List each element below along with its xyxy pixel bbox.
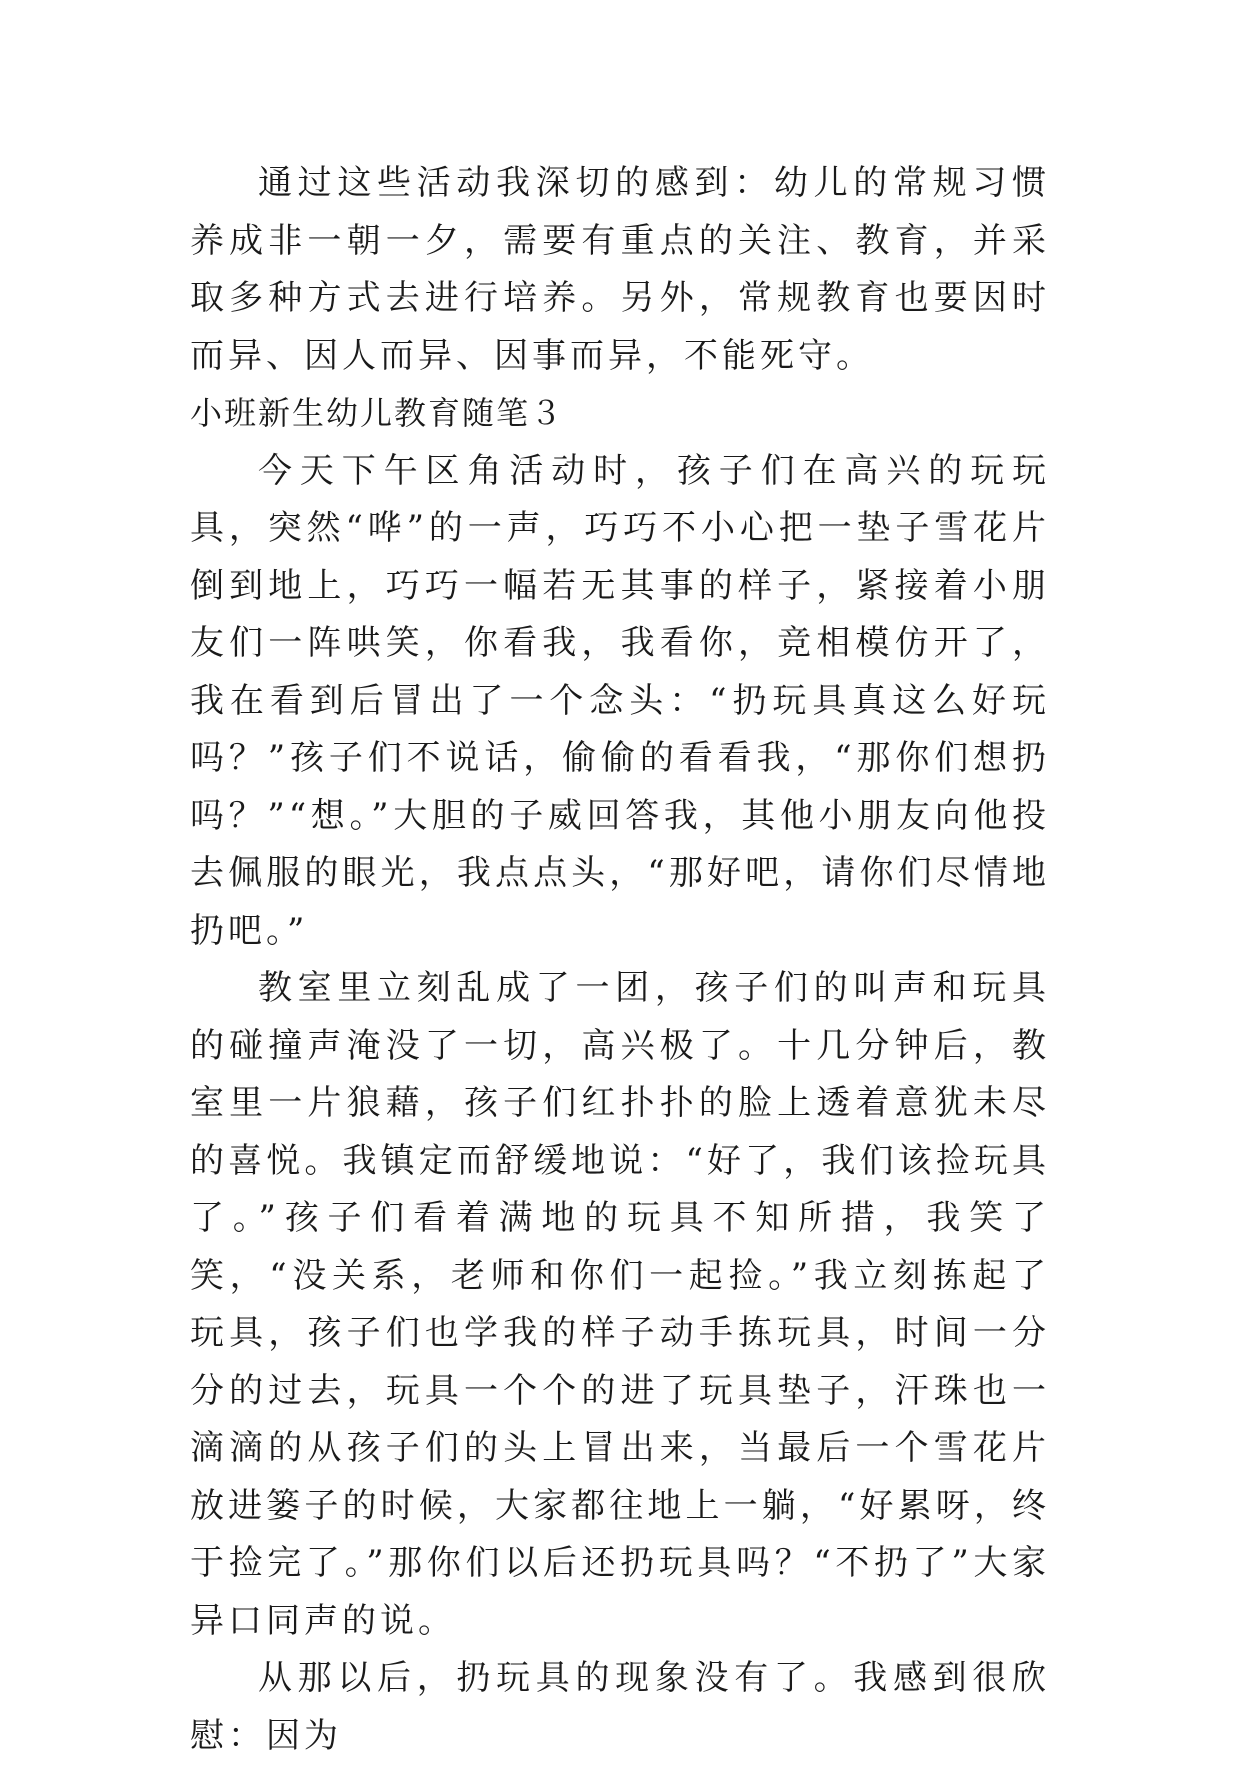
paragraph-story-intro: 今天下午区角活动时，孩子们在高兴的玩玩具，突然“哗”的一声，巧巧不小心把一垫子雪花片倒到地上，巧巧一幅若无其事的样子，紧接着小朋友们一阵哄笑，你看我，我看你，竞相模仿开了，我在看到后冒出了一个念头：“扔玩具真这么好玩吗？”孩子们不说话，偷偷的看看我，“那你们想扔吗？”“想。”大胆的子威回答我，其他小朋友向他投去佩服的眼光，我点点头，“那好吧，请你们尽情地扔吧。” <box>190 450 1050 951</box>
paragraph-story-cleanup: 教室里立刻乱成了一团，孩子们的叫声和玩具的碰撞声淹没了一切，高兴极了。十几分钟后，教室里一片狼藉，孩子们红扑扑的脸上透着意犹未尽的喜悦。我镇定而舒缓地说：“好了，我们该捡玩具了。”孩子们看着满地的玩具不知所措，我笑了笑，“没关系，老师和你们一起捡。”我立刻拣起了玩具，孩子们也学我的样子动手拣玩具，时间一分分的过去，玩具一个个的进了玩具垫子，汗珠也一滴滴的从孩子们的头上冒出来，当最后一个雪花片放进篓子的时候，大家都往地上一躺，“好累呀，终于捡完了。”那你们以后还扔玩具吗？“不扔了”大家异口同声的说。 <box>190 968 1050 1641</box>
document-body <box>190 155 1050 1765</box>
paragraph-story-result: 从那以后，扔玩具的现象没有了。我感到很欣慰：因为 <box>190 1658 1050 1756</box>
paragraph-conclusion: 通过这些活动我深切的感到：幼儿的常规习惯养成非一朝一夕，需要有重点的关注、教育，并采取多种方式去进行培养。另外，常规教育也要因时而异、因人而异、因事而异，不能死守。 <box>190 163 1050 376</box>
section-heading: 小班新生幼儿教育随笔３ <box>190 394 565 432</box>
